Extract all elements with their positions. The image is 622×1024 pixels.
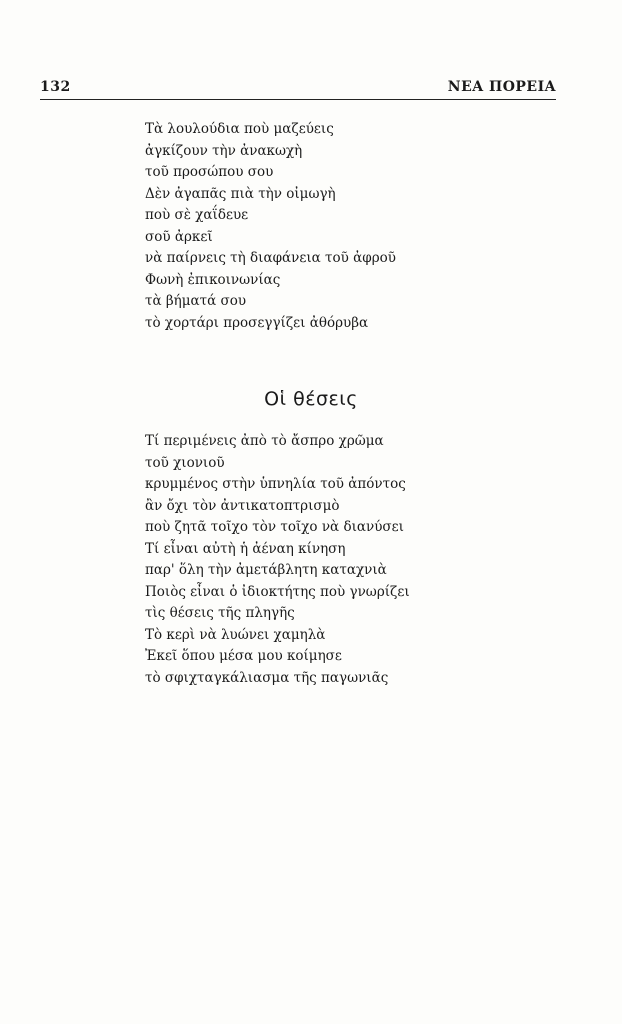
poem-line: τὰ βήματά σου [145,293,247,309]
poem-line: τὸ χορτάρι προσεγγίζει ἀθόρυβα [145,314,369,331]
poem-line: Ἐκεῖ ὅπου μέσα μου κοίμησε [145,648,342,664]
poem-line: Ποιὸς εἶναι ὁ ἰδιοκτήτης ποὺ γνωρίζει [145,583,410,600]
poem-line: παρ' ὅλη τὴν ἀμετάβλητη καταχνιὰ [145,562,387,578]
poem-line: Τὸ κερὶ νὰ λυώνει χαμηλὰ [145,626,326,643]
poem-line: κρυμμένος στὴν ὑπνηλία τοῦ ἀπόντος [145,476,406,492]
poem-line: σοῦ ἀρκεῖ [145,228,213,245]
poem-line: τοῦ χιονιοῦ [145,454,225,471]
poem-stanza [145,431,410,689]
poem-line: νὰ παίρνεις τὴ διαφάνεια τοῦ ἀφροῦ [145,250,396,266]
running-head: ΝΕΑ ΠΟΡΕΙΑ [447,79,556,95]
poem-continued-stanza [145,119,396,334]
poem-line: ποὺ σὲ χαΐδευε [145,207,249,223]
poem-line: τὶς θέσεις τῆς πληγῆς [145,605,295,621]
poem-line: ποὺ ζητᾶ τοῖχο τὸν τοῖχο νὰ διανύσει [145,519,404,535]
header-rule [40,99,556,100]
poem-line: τὸ σφιχταγκάλιασμα τῆς παγωνιᾶς [145,669,389,686]
poem-line: Τί περιμένεις ἀπὸ τὸ ἄσπρο χρῶμα [145,433,384,449]
page-number: 132 [40,79,71,95]
poem-line: Δὲν ἀγαπᾶς πιὰ τὴν οἰμωγὴ [145,185,336,202]
poem-line: Τὰ λουλούδια ποὺ μαζεύεις [145,121,334,137]
poem-line: Φωνὴ ἐπικοινωνίας [145,271,281,288]
poem-line: ἀγκίζουν τὴν ἀνακωχὴ [145,142,303,159]
poem-title: Οἱ θέσεις [264,388,358,410]
poem-line: ἂν ὄχι τὸν ἀντικατοπτρισμὸ [145,497,340,514]
poem-line: τοῦ προσώπου σου [145,164,274,180]
poem-line: Τί εἶναι αὐτὴ ἡ ἀέναη κίνηση [145,540,346,557]
